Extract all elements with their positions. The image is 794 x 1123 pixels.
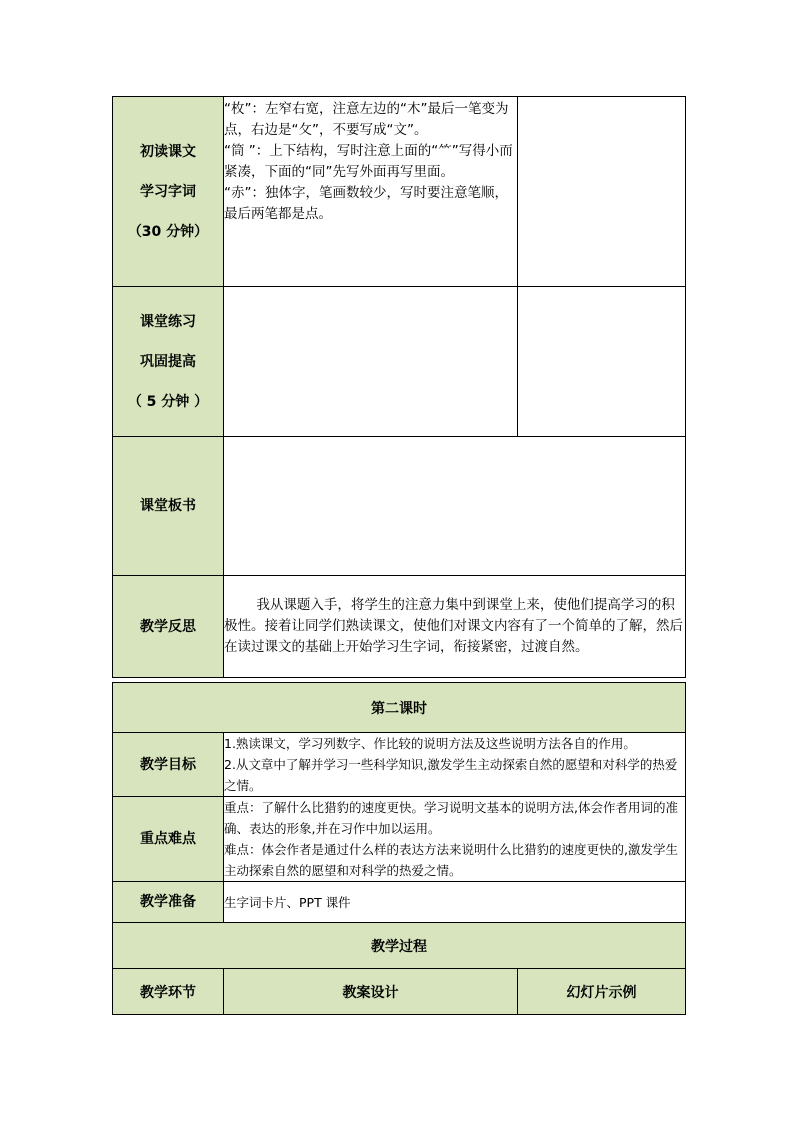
table-row-goals	[113, 733, 686, 797]
reflection-text: 我从课题入手，将学生的注意力集中到课堂上来，使他们提高学习的积极性。接着让同学们熟读课文，使他们对课文内容有了一个简单的了解，然后在读过课文的基础上开始学习生字词，衔接紧密，过渡自然。	[224, 597, 683, 655]
reading-label-cell	[113, 97, 224, 287]
reading-label-line1: 初读课文	[140, 143, 196, 160]
process-title: 教学过程	[113, 923, 686, 969]
board-label-cell: 课堂板书	[113, 437, 224, 576]
goal-item-1: 1.熟读课文，学习列数字、作比较的说明方法及这些说明方法各自的作用。	[224, 736, 636, 751]
practice-slide-cell	[518, 287, 686, 437]
reading-label-line3: （30 分钟）	[127, 223, 209, 240]
practice-label-cell	[113, 287, 224, 437]
practice-content-cell	[224, 287, 518, 437]
char-note-mei: “枚”：左窄右宽，注意左边的“木”最后一笔变为点，右边是“攵”，不要写成“文”。	[224, 101, 509, 138]
table-row-column-headers	[113, 969, 686, 1015]
reflection-label-cell: 教学反思	[113, 576, 224, 678]
reading-label-line2: 学习字词	[140, 183, 196, 200]
column-header-design: 教案设计	[224, 969, 518, 1015]
reflection-content-cell	[224, 576, 686, 678]
reading-content-cell	[224, 97, 518, 287]
practice-label-line1: 课堂练习	[140, 313, 196, 330]
table-row-reflection	[113, 576, 686, 678]
reading-slide-cell	[518, 97, 686, 287]
table-row-practice	[113, 287, 686, 437]
column-header-slides: 幻灯片示例	[518, 969, 686, 1015]
practice-label-line3: （ 5 分钟 ）	[127, 393, 209, 410]
goals-content-cell	[224, 733, 686, 797]
char-note-tong: “筒 ”：上下结构，写时注意上面的“⺮”写得小而紧凑，下面的“同”先写外面再写里面。	[224, 143, 513, 180]
table-row-board	[113, 437, 686, 576]
preparation-content-cell: 生字词卡片、PPT 课件	[224, 882, 686, 923]
board-content-cell	[224, 437, 686, 576]
table-row-key-points	[113, 797, 686, 882]
key-points-content-cell	[224, 797, 686, 882]
key-points-label-cell: 重点难点	[113, 797, 224, 882]
column-header-stage: 教学环节	[113, 969, 224, 1015]
goals-label-cell: 教学目标	[113, 733, 224, 797]
section-title: 第二课时	[113, 683, 686, 733]
table-row-reading	[113, 97, 686, 287]
lesson-table-first	[112, 96, 686, 678]
table-row-process-title	[113, 923, 686, 969]
key-point-focus: 重点：了解什么比猎豹的速度更快。学习说明文基本的说明方法,体会作者用词的准确、表达的形象,并在习作中加以运用。	[224, 800, 678, 836]
goal-item-2: 2.从文章中了解并学习一些科学知识,激发学生主动探索自然的愿望和对科学的热爱之情。	[224, 757, 678, 793]
key-point-difficulty: 难点：体会作者是通过什么样的表达方法来说明什么比猎豹的速度更快的,激发学生主动探索自然的愿望和对科学的热爱之情。	[224, 842, 678, 878]
preparation-label-cell: 教学准备	[113, 882, 224, 923]
lesson-table-second	[112, 682, 686, 1015]
table-row-preparation	[113, 882, 686, 923]
table-row-section-title	[113, 683, 686, 733]
char-note-chi: “赤”：独体字，笔画数较少，写时要注意笔顺，最后两笔都是点。	[224, 185, 508, 222]
practice-label-line2: 巩固提高	[140, 353, 196, 370]
